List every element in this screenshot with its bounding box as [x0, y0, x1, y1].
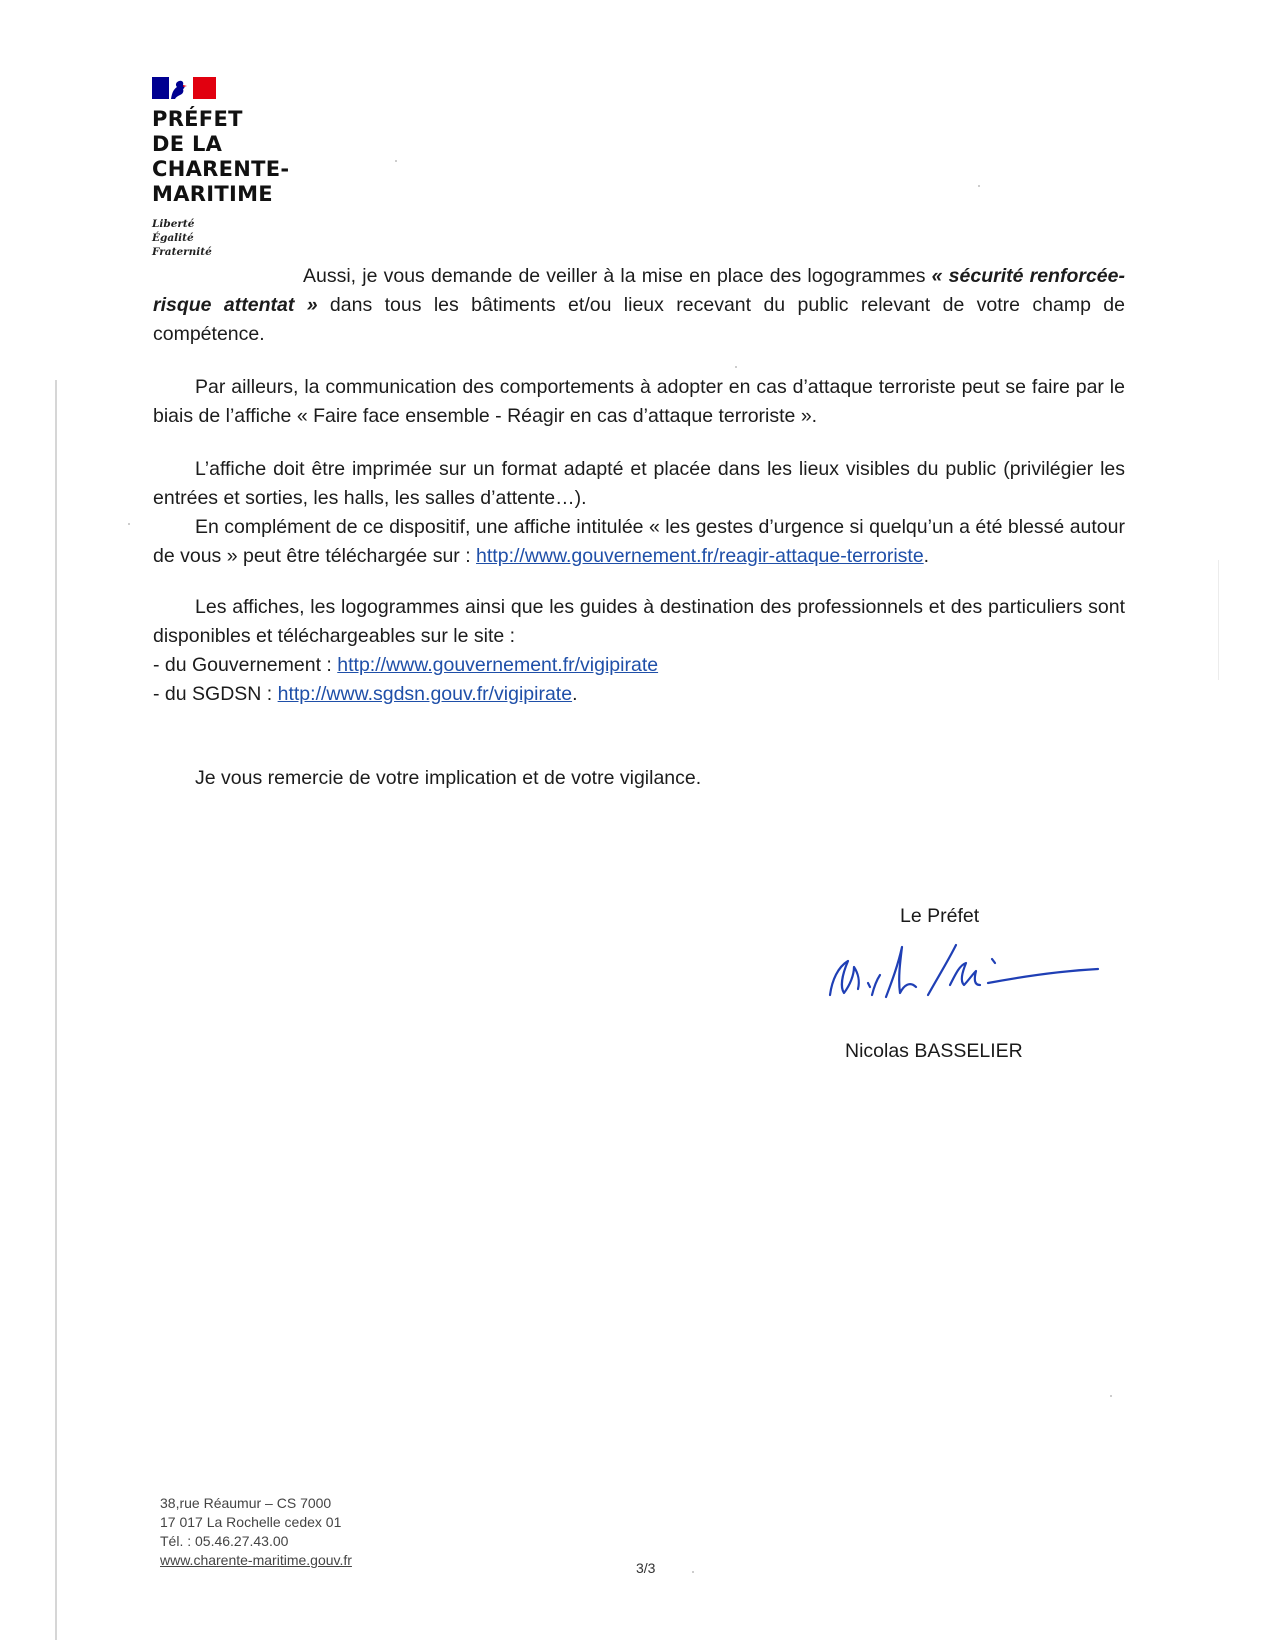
text: Aussi, je vous demande de veiller à la mise en place des logogrammes — [303, 265, 932, 287]
motto-line: Égalité — [152, 232, 194, 244]
gouvernement-vigipirate-link[interactable]: http://www.gouvernement.fr/vigipirate — [337, 654, 659, 676]
paragraph-impression: L’affiche doit être imprimée sur un format adapté et placée dans les lieux visibles du public (privilégier les entrées et sorties, les halls, les salles d’attente…). — [153, 458, 1125, 509]
signatory-name: Nicolas BASSELIER — [845, 1040, 1023, 1062]
handwritten-signature — [820, 925, 1110, 1015]
scan-edge — [55, 380, 57, 1640]
paragraph-logogrammes — [153, 262, 1125, 349]
text: dans tous les bâtiments et/ou lieux recevant du public relevant de votre champ de compétence. — [153, 294, 1125, 345]
scan-speck — [1110, 1395, 1112, 1397]
scan-edge-right — [1218, 560, 1219, 680]
footer-address — [160, 1494, 352, 1570]
text: En complément de ce dispositif, une affiche intitulée « les gestes d’urgence si quelqu’un a été blessé autour de vous » peut être téléchargée sur : — [153, 516, 1125, 567]
closing-line: Je vous remercie de votre implication et de votre vigilance. — [195, 767, 702, 789]
letter-body — [153, 262, 1125, 793]
scan-speck — [692, 1571, 694, 1573]
scan-speck — [978, 185, 980, 187]
text: . — [572, 683, 578, 705]
paragraph-gestes-urgence — [153, 513, 1125, 571]
title-line: MARITIME — [152, 182, 273, 206]
motto-line: Liberté — [152, 218, 195, 230]
marianne-logo — [152, 77, 216, 99]
text: . — [923, 545, 930, 567]
reagir-attaque-link[interactable]: http://www.gouvernement.fr/reagir-attaque-terroriste — [476, 545, 924, 567]
prefet-title — [152, 107, 289, 207]
title-line: DE LA — [152, 132, 223, 156]
scan-speck — [735, 366, 737, 368]
signatory-title: Le Préfet — [900, 905, 980, 927]
title-line: PRÉFET — [152, 107, 243, 131]
sgdsn-line — [153, 680, 1125, 709]
gouvernement-line — [153, 651, 1125, 680]
title-line: CHARENTE- — [152, 157, 290, 181]
label: - du SGDSN : — [153, 683, 278, 705]
scan-speck — [128, 523, 130, 525]
scan-speck — [395, 160, 397, 162]
label: - du Gouvernement : — [153, 654, 338, 676]
paragraph-ressources: Les affiches, les logogrammes ainsi que les guides à destination des professionnels et des particuliers sont disponibles et téléchargeables sur le site : — [153, 596, 1125, 647]
address-line: 17 017 La Rochelle cedex 01 — [160, 1514, 342, 1530]
page-number: 3/3 — [636, 1560, 656, 1576]
marianne-profile-icon — [169, 77, 193, 99]
sgdsn-vigipirate-link[interactable]: http://www.sgdsn.gouv.fr/vigipirate — [277, 683, 573, 705]
republic-motto — [152, 217, 289, 259]
website-link[interactable]: www.charente-maritime.gouv.fr — [160, 1552, 352, 1568]
phone-line: Tél. : 05.46.27.43.00 — [160, 1533, 289, 1549]
motto-line: Fraternité — [152, 246, 212, 258]
emphasis-text: « sécurité renforcée-risque attentat » — [153, 265, 1125, 316]
prefecture-header — [152, 77, 289, 259]
address-line: 38,rue Réaumur – CS 7000 — [160, 1495, 332, 1511]
paragraph-affiche: Par ailleurs, la communication des comportements à adopter en cas d’attaque terroriste peut se faire par le biais de l’affiche « Faire face ensemble - Réagir en cas d’attaque terroriste ». — [153, 376, 1125, 427]
